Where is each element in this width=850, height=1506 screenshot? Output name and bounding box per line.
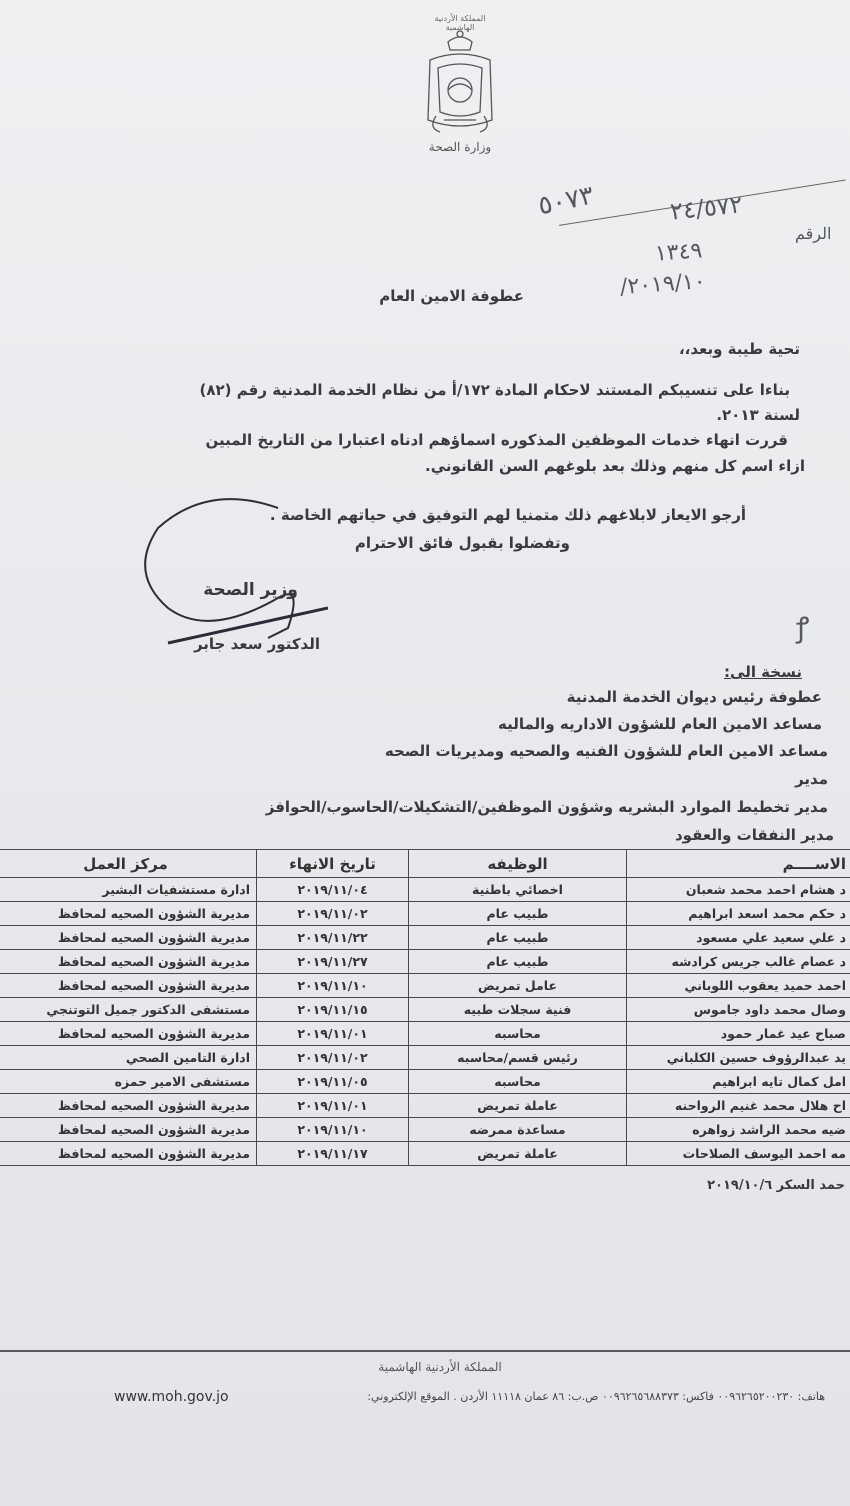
cell-job: مساعدة ممرضه [409,1118,627,1142]
cell-name: مه احمد اليوسف الصلاحات [627,1142,850,1166]
table-header-row [0,850,850,878]
cell-job: محاسبه [409,1070,627,1094]
cell-date: ٢٠١٩/١١/٠٥ [257,1070,409,1094]
greeting: تحية طيبة وبعد،، [678,340,800,358]
initials-mark-icon: ꝭ [796,611,810,644]
cell-job: طبيب عام [409,950,627,974]
cell-name: د عصام غالب جريس كرادشه [627,950,850,974]
cell-name: ضيه محمد الراشد زواهره [627,1118,850,1142]
crown-emblem-icon [418,20,502,160]
table-row [0,1118,850,1142]
cell-center: ادارة التامين الصحي [0,1046,257,1070]
footer-divider [0,1350,850,1352]
handwritten-label: الرقم [795,224,832,243]
para2-line1: قررت انهاء خدمات الموظفين المذكوره اسماؤهم ادناه اعتبارا من التاريخ المبين [205,431,788,449]
para1-line1: بناءا على تنسيبكم المستند لاحكام المادة ١٧٢/أ من نظام الخدمة المدنية رقم (٨٢) [199,381,790,399]
minister-title: وزير الصحة [203,580,298,600]
copy-item: مساعد الامين العام للشؤون الفنيه والصحيه ومديريات الصحه [384,742,828,760]
cell-center: مديرية الشؤون الصحيه لمحافظ [0,902,257,926]
cell-center: مستشفى الدكتور جميل التوتنجي [0,998,257,1022]
table-row [0,902,850,926]
cell-name: امل كمال تايه ابراهيم [627,1070,850,1094]
signature-scribble-icon [128,488,328,648]
cell-center: ادارة مستشفيات البشير [0,878,257,902]
cell-name: صباح عيد غمار حمود [627,1022,850,1046]
para2-line2: ازاء اسم كل منهم وذلك بعد بلوغهم السن القانوني. [425,457,805,475]
copy-item: مدير النفقات والعقود [674,826,834,844]
table-row [0,1022,850,1046]
table-row [0,998,850,1022]
column-header-name: الاســــم [627,850,850,878]
cell-center: مديرية الشؤون الصحيه لمحافظ [0,1022,257,1046]
cell-date: ٢٠١٩/١١/٠٢ [257,1046,409,1070]
cell-job: فنية سجلات طبيه [409,998,627,1022]
cell-center: مديرية الشؤون الصحيه لمحافظ [0,974,257,998]
handwritten-ref: ٢٤/٥٧٢ [668,190,744,226]
cell-center: مديرية الشؤون الصحيه لمحافظ [0,926,257,950]
cell-center: مديرية الشؤون الصحيه لمحافظ [0,1094,257,1118]
copy-item: عطوفة رئيس ديوان الخدمة المدنية [566,688,822,706]
cell-center: مديرية الشؤون الصحيه لمحافظ [0,1118,257,1142]
cell-date: ٢٠١٩/١١/٠١ [257,1022,409,1046]
cell-job: طبيب عام [409,926,627,950]
cell-name: احمد حميد يعقوب اللوباني [627,974,850,998]
cell-date: ٢٠١٩/١١/٠٤ [257,878,409,902]
table-row [0,926,850,950]
table-row [0,1142,850,1166]
para1-line2: لسنة ٢٠١٣. [716,406,800,424]
cell-center: مديرية الشؤون الصحيه لمحافظ [0,950,257,974]
cell-date: ٢٠١٩/١١/١٥ [257,998,409,1022]
cell-date: ٢٠١٩/١١/٢٢ [257,926,409,950]
addressee: عطوفة الامين العام [379,287,524,305]
cell-job: عاملة تمريض [409,1142,627,1166]
footer-website-link[interactable]: www.moh.gov.jo [114,1389,229,1405]
table-row [0,1094,850,1118]
handwritten-number-2: ١٣٤٩ [654,238,704,267]
cell-name: اح هلال محمد غنيم الرواحنه [627,1094,850,1118]
table-row [0,974,850,998]
footer-contact: هاتف: ٠٠٩٦٢٦٥٢٠٠٢٣٠ فاكس: ٠٠٩٦٢٦٥٦٨٨٣٧٣ ص.ب: ٨٦ عمان ١١١١٨ الأردن . الموقع الإلكتروني: [367,1390,825,1403]
cell-date: ٢٠١٩/١١/١٠ [257,974,409,998]
copies-label: نسخة الى: [724,663,802,681]
minister-name: الدكتور سعد جابر [193,635,320,653]
column-header-date: تاريخ الانهاء [257,850,409,878]
cell-date: ٢٠١٩/١١/٢٧ [257,950,409,974]
cell-date: ٢٠١٩/١١/١٠ [257,1118,409,1142]
cell-name: يد عبدالرؤوف حسين الكلباني [627,1046,850,1070]
footer-kingdom: المملكة الأردنية الهاشمية [378,1360,502,1374]
handwritten-date: ٢٠١٩/١٠/ [619,269,707,300]
copy-item: مدير [795,770,828,788]
cell-job: اخصائي باطنية [409,878,627,902]
cell-date: ٢٠١٩/١١/٠١ [257,1094,409,1118]
column-header-job: الوظيفه [409,850,627,878]
copy-item: مدير تخطيط الموارد البشريه وشؤون الموظفين/التشكيلات/الحاسوب/الحوافز [265,798,828,816]
cell-job: عاملة تمريض [409,1094,627,1118]
table-row [0,1046,850,1070]
copy-item: مساعد الامين العام للشؤون الاداريه والماليه [498,715,822,733]
ministry-name: وزارة الصحة [428,140,492,154]
para3-line1: أرجو الايعاز لابلاغهم ذلك متمنيا لهم التوفيق في حياتهم الخاصة . [269,506,746,524]
cell-center: مستشفى الامير حمزه [0,1070,257,1094]
employees-table [0,849,850,1166]
cell-job: رئيس قسم/محاسبه [409,1046,627,1070]
table-row [0,878,850,902]
para3-line2: وتفضلوا بقبول فائق الاحترام [354,534,570,552]
cell-job: طبيب عام [409,902,627,926]
cell-date: ٢٠١٩/١١/٠٢ [257,902,409,926]
below-table-note: حمد السكر ٢٠١٩/١٠/٦ [707,1178,845,1193]
emblem-top-text: المملكة الأردنية الهاشمية [434,14,486,32]
cell-name: د حكم محمد اسعد ابراهيم [627,902,850,926]
cell-job: محاسبه [409,1022,627,1046]
column-header-center: مركز العمل [0,850,257,878]
handwritten-number: ٥٠٧٣ [535,180,597,222]
cell-center: مديرية الشؤون الصحيه لمحافظ [0,1142,257,1166]
cell-name: د علي سعيد علي مسعود [627,926,850,950]
cell-date: ٢٠١٩/١١/١٧ [257,1142,409,1166]
table-row [0,1070,850,1094]
table-row [0,950,850,974]
cell-job: عامل تمريض [409,974,627,998]
cell-name: وصال محمد داود جاموس [627,998,850,1022]
cell-name: د هشام احمد محمد شعبان [627,878,850,902]
